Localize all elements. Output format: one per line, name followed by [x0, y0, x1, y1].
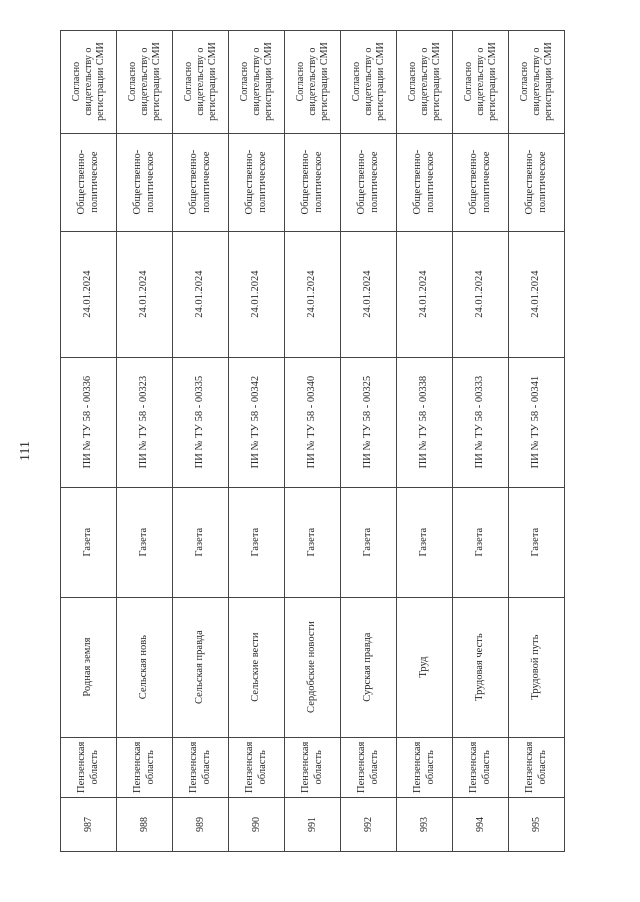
title-cell: Сельские вести [229, 597, 285, 737]
registration-cell: ПИ № ТУ 58 - 00333 [453, 357, 509, 487]
type-cell: Газета [453, 487, 509, 597]
region-cell: Пензенская область [285, 737, 341, 797]
title-cell: Труд [397, 597, 453, 737]
date-cell: 24.01.2024 [397, 231, 453, 357]
title-cell: Трудовая честь [453, 597, 509, 737]
row-number: 990 [229, 798, 285, 852]
date-cell: 24.01.2024 [453, 231, 509, 357]
type-cell: Газета [509, 487, 565, 597]
row-number: 995 [509, 798, 565, 852]
row-number: 993 [397, 798, 453, 852]
specialization-cell: Общественно-политическое [341, 133, 397, 231]
type-cell: Газета [229, 487, 285, 597]
table-row [285, 30, 341, 851]
title-cell: Сельская новь [117, 597, 173, 737]
date-cell: 24.01.2024 [117, 231, 173, 357]
region-cell: Пензенская область [453, 737, 509, 797]
type-cell: Газета [61, 487, 117, 597]
region-cell: Пензенская область [229, 737, 285, 797]
row-number: 994 [453, 798, 509, 852]
date-cell: 24.01.2024 [229, 231, 285, 357]
title-cell: Родная земля [61, 597, 117, 737]
page-number: 111 [18, 441, 33, 461]
specialization-cell: Общественно-политическое [61, 133, 117, 231]
note-cell: Согласно свидетельству о регистрации СМИ [509, 30, 565, 133]
table-row [509, 30, 565, 851]
row-number: 991 [285, 798, 341, 852]
specialization-cell: Общественно-политическое [285, 133, 341, 231]
region-cell: Пензенская область [341, 737, 397, 797]
specialization-cell: Общественно-политическое [453, 133, 509, 231]
row-number: 987 [61, 798, 117, 852]
date-cell: 24.01.2024 [341, 231, 397, 357]
region-cell: Пензенская область [397, 737, 453, 797]
specialization-cell: Общественно-политическое [397, 133, 453, 231]
registration-cell: ПИ № ТУ 58 - 00336 [61, 357, 117, 487]
date-cell: 24.01.2024 [285, 231, 341, 357]
note-cell: Согласно свидетельству о регистрации СМИ [397, 30, 453, 133]
specialization-cell: Общественно-политическое [117, 133, 173, 231]
table-row [397, 30, 453, 851]
registration-cell: ПИ № ТУ 58 - 00325 [341, 357, 397, 487]
region-cell: Пензенская область [117, 737, 173, 797]
specialization-cell: Общественно-политическое [229, 133, 285, 231]
type-cell: Газета [341, 487, 397, 597]
row-number: 989 [173, 798, 229, 852]
specialization-cell: Общественно-политическое [509, 133, 565, 231]
table-row [173, 30, 229, 851]
date-cell: 24.01.2024 [173, 231, 229, 357]
title-cell: Сурская правда [341, 597, 397, 737]
type-cell: Газета [285, 487, 341, 597]
table-row [229, 30, 285, 851]
date-cell: 24.01.2024 [509, 231, 565, 357]
note-cell: Согласно свидетельству о регистрации СМИ [453, 30, 509, 133]
region-cell: Пензенская область [61, 737, 117, 797]
date-cell: 24.01.2024 [61, 231, 117, 357]
title-cell: Сельская правда [173, 597, 229, 737]
table-row [341, 30, 397, 851]
note-cell: Согласно свидетельству о регистрации СМИ [229, 30, 285, 133]
registration-cell: ПИ № ТУ 58 - 00338 [397, 357, 453, 487]
table-row [117, 30, 173, 851]
row-number: 988 [117, 798, 173, 852]
registration-cell: ПИ № ТУ 58 - 00342 [229, 357, 285, 487]
row-number: 992 [341, 798, 397, 852]
note-cell: Согласно свидетельству о регистрации СМИ [285, 30, 341, 133]
registration-cell: ПИ № ТУ 58 - 00335 [173, 357, 229, 487]
table-row [453, 30, 509, 851]
specialization-cell: Общественно-политическое [173, 133, 229, 231]
note-cell: Согласно свидетельству о регистрации СМИ [61, 30, 117, 133]
type-cell: Газета [117, 487, 173, 597]
note-cell: Согласно свидетельству о регистрации СМИ [173, 30, 229, 133]
registration-cell: ПИ № ТУ 58 - 00340 [285, 357, 341, 487]
type-cell: Газета [397, 487, 453, 597]
registration-cell: ПИ № ТУ 58 - 00341 [509, 357, 565, 487]
title-cell: Трудовой путь [509, 597, 565, 737]
region-cell: Пензенская область [173, 737, 229, 797]
note-cell: Согласно свидетельству о регистрации СМИ [341, 30, 397, 133]
media-registry-table [60, 30, 565, 852]
note-cell: Согласно свидетельству о регистрации СМИ [117, 30, 173, 133]
registration-cell: ПИ № ТУ 58 - 00323 [117, 357, 173, 487]
region-cell: Пензенская область [509, 737, 565, 797]
title-cell: Сердобские новости [285, 597, 341, 737]
table-body [61, 30, 565, 851]
table-row [61, 30, 117, 851]
type-cell: Газета [173, 487, 229, 597]
